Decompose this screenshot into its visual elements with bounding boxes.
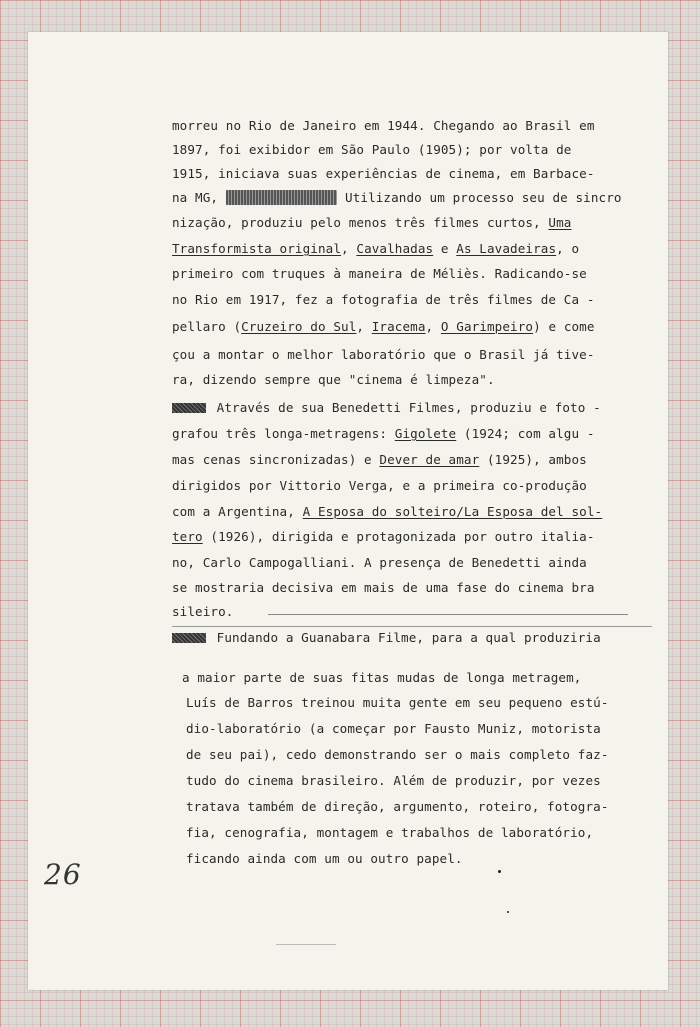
redaction-mark <box>172 403 206 413</box>
text-line: ra, dizendo sempre que "cinema é limpeza". <box>172 372 495 387</box>
text-line: nização, produziu pelo menos três filmes curtos, Uma <box>172 215 572 230</box>
text-line: çou a montar o melhor laboratório que o Brasil já tive- <box>172 347 595 362</box>
text-line: Através de sua Benedetti Filmes, produziu e foto - <box>172 402 601 415</box>
ink-speck <box>498 870 501 873</box>
text-line: tudo do cinema brasileiro. Além de produzir, por vezes <box>186 773 601 788</box>
film-title: Gigolete <box>394 426 457 441</box>
text-line: ficando ainda com um ou outro papel. <box>186 851 463 866</box>
text-line: Luís de Barros treinou muita gente em seu pequeno estú- <box>186 695 609 710</box>
text-line: fia, cenografia, montagem e trabalhos de laboratório, <box>186 825 594 840</box>
film-title: Dever de amar <box>379 452 480 467</box>
text-line: morreu no Rio de Janeiro em 1944. Chegando ao Brasil em <box>172 118 595 133</box>
text-line: tratava também de direção, argumento, roteiro, fotogra- <box>186 799 609 814</box>
text-line: dio-laboratório (a começar por Fausto Muniz, motorista <box>186 721 601 736</box>
page-number: 26 <box>44 858 82 891</box>
text-line: sileiro. <box>172 604 234 619</box>
ink-speck <box>507 911 509 913</box>
film-title: tero <box>172 529 203 544</box>
text-line: no, Carlo Campogalliani. A presença de Benedetti ainda <box>172 555 587 570</box>
text-line: Transformista original, Cavalhadas e As Lavadeiras, o <box>172 241 580 256</box>
text-line: na MG, Utilizando um processo seu de sincro <box>172 190 622 205</box>
film-title: O Garimpeiro <box>440 319 534 334</box>
redaction-mark <box>172 633 206 643</box>
text-line: primeiro com truques à maneira de Méliès. Radicando-se <box>172 266 587 281</box>
film-title: Cavalhadas <box>356 241 434 256</box>
film-title: Uma <box>548 215 572 230</box>
text-line: com a Argentina, A Esposa do solteiro/La Esposa del sol- <box>172 504 603 519</box>
faint-mark <box>276 944 336 945</box>
text-line: mas cenas sincronizadas) e Dever de amar (1925), ambos <box>172 452 587 467</box>
text-line: grafou três longa-metragens: Gigolete (1924; com algu - <box>172 426 595 441</box>
text-line: de seu pai), cedo demonstrando ser o mais completo faz- <box>186 747 609 762</box>
text-line: no Rio em 1917, fez a fotografia de três filmes de Ca - <box>172 292 595 307</box>
text-line: se mostraria decisiva em mais de uma fase do cinema bra <box>172 580 595 595</box>
text-line: a maior parte de suas fitas mudas de longa metragem, <box>182 670 582 685</box>
pasted-strip-edge <box>268 614 628 615</box>
text-line: dirigidos por Vittorio Verga, e a primeira co-produção <box>172 478 587 493</box>
film-title: Transformista original <box>172 241 342 256</box>
film-title: A Esposa do solteiro/La Esposa del sol- <box>302 504 603 519</box>
struck-text <box>226 190 338 205</box>
text-line: 1897, foi exibidor em São Paulo (1905); por volta de <box>172 142 572 157</box>
text-line: tero (1926), dirigida e protagonizada por outro italia- <box>172 529 595 544</box>
film-title: As Lavadeiras <box>456 241 557 256</box>
film-title: Iracema <box>371 319 426 334</box>
pasted-strip-edge <box>172 626 652 627</box>
text-line: pellaro (Cruzeiro do Sul, Iracema, O Garimpeiro) e come <box>172 319 595 334</box>
text-line: 1915, iniciava suas experiências de cinema, em Barbace- <box>172 166 595 181</box>
film-title: Cruzeiro do Sul <box>241 319 357 334</box>
text-line: Fundando a Guanabara Filme, para a qual produziria <box>172 632 601 645</box>
